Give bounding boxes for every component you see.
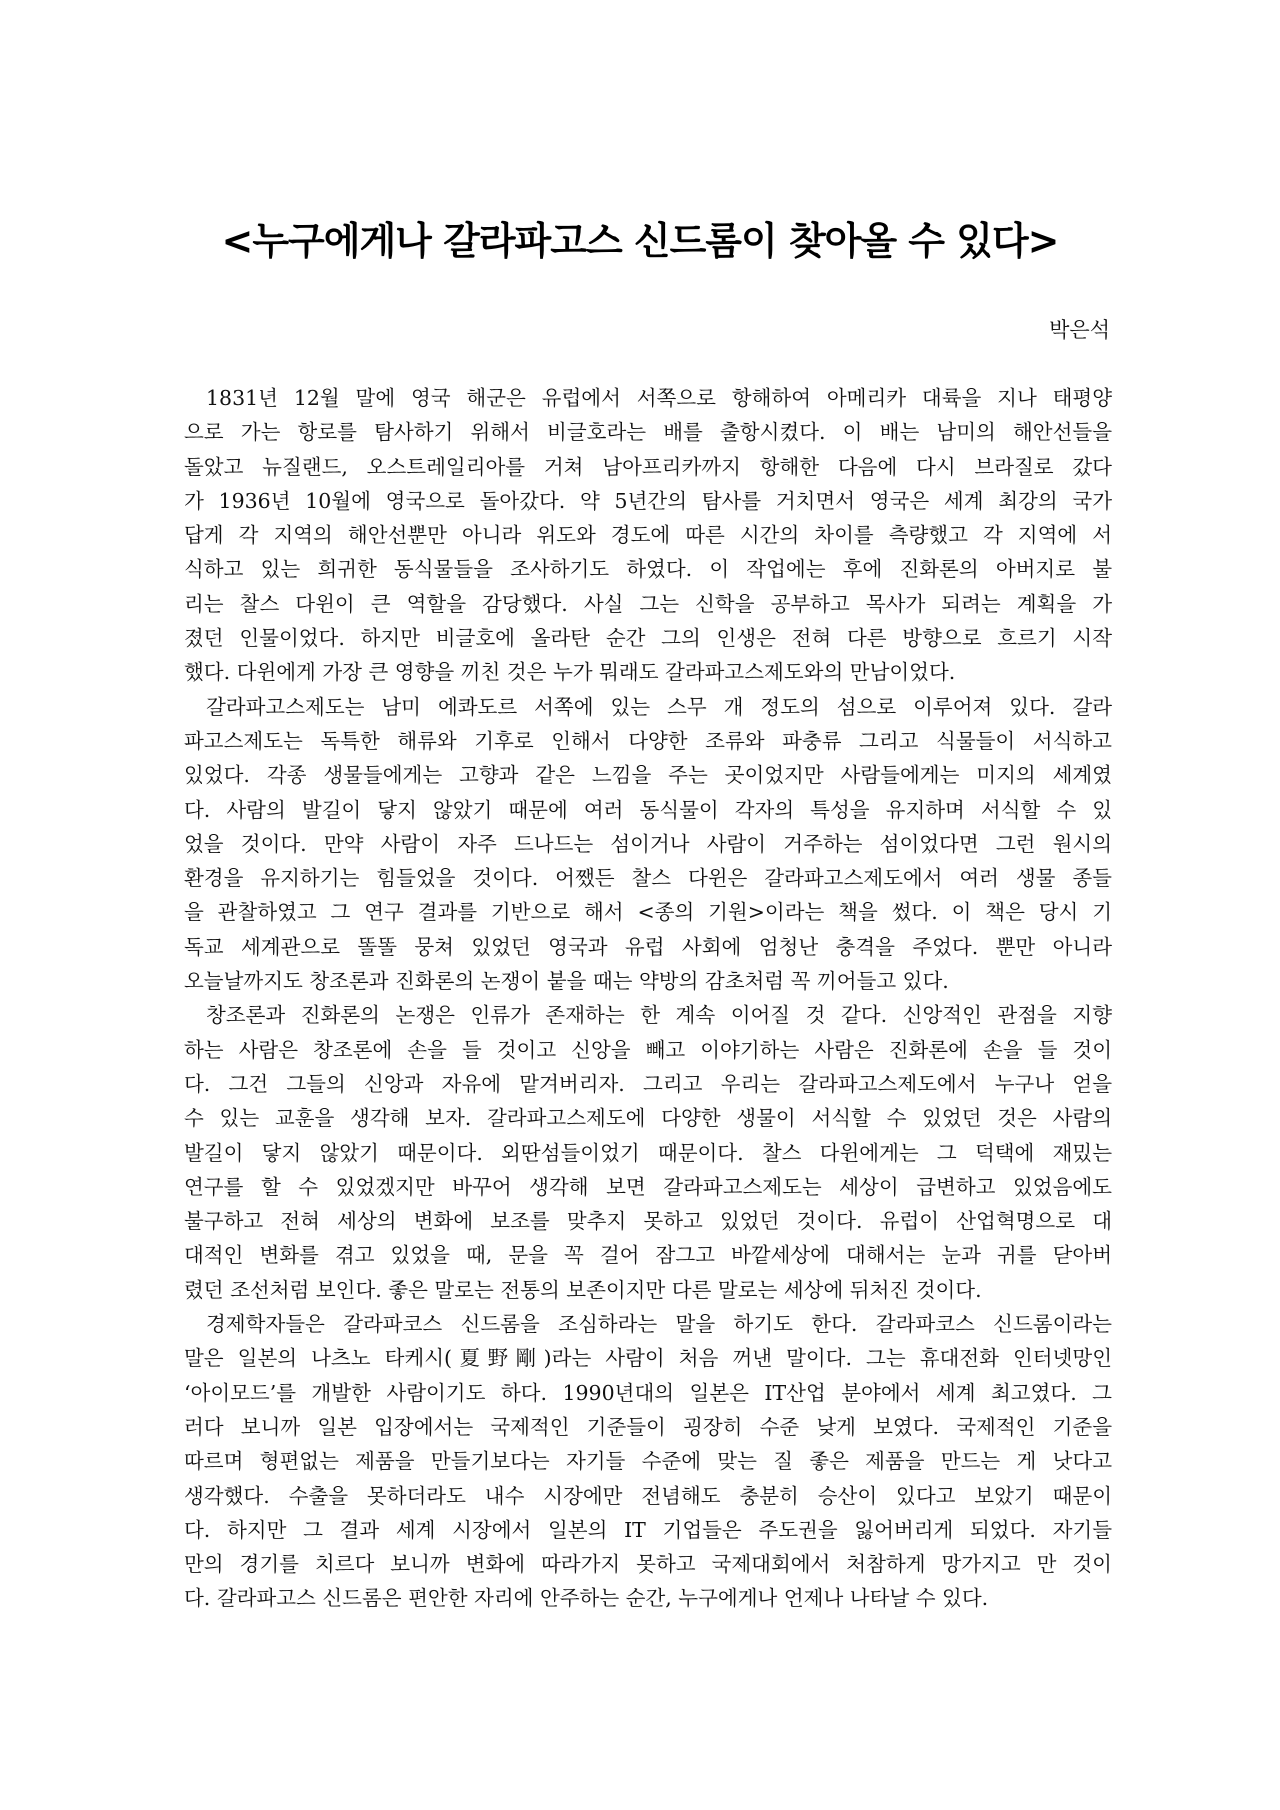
text-line: 생각했다. 수출을 못하더라도 내수 시장에만 전념해도 충분히 승산이 있다고 보았기 때문이 [184, 1483, 1112, 1508]
text-line: 1831년 12월 말에 영국 해군은 유럽에서 서쪽으로 항해하여 아메리카 대륙을 지나 태평양 [206, 386, 1112, 410]
text-line: 가 1936년 10월에 영국으로 돌아갔다. 약 5년간의 탐사를 거치면서 영국은 세계 최강의 국가 [184, 488, 1112, 513]
text-line: 식하고 있는 희귀한 동식물들을 조사하기도 하였다. 이 작업에는 후에 진화론의 아버지로 불 [184, 557, 1112, 582]
text-line: 오늘날까지도 창조론과 진화론의 논쟁이 붙을 때는 약방의 감초처럼 꼭 끼어들고 있다. [184, 969, 949, 994]
text-line: 파고스제도는 독특한 해류와 기후로 인해서 다양한 조류와 파충류 그리고 식물들이 서식하고 [184, 728, 1112, 753]
paragraph [184, 1307, 1112, 1616]
author-name: 박은석 [1049, 318, 1110, 342]
text-line: 다. 하지만 그 결과 세계 시장에서 일본의 IT 기업들은 주도권을 잃어버리게 되었다. 자기들 [184, 1517, 1112, 1542]
text-line: 을 관찰하였고 그 연구 결과를 기반으로 해서 <종의 기원>이라는 책을 썼다. 이 책은 당시 기 [184, 900, 1112, 925]
text-line: 따르며 형편없는 제품을 만들기보다는 자기들 수준에 맞는 질 좋은 제품을 만드는 게 낫다고 [184, 1449, 1112, 1474]
paragraph [184, 998, 1112, 1307]
text-line: 러다 보니까 일본 입장에서는 국제적인 기준들이 굉장히 수준 낮게 보였다. 국제적인 기준을 [184, 1414, 1112, 1439]
paragraph [184, 690, 1112, 999]
text-line: 었을 것이다. 만약 사람이 자주 드나드는 섬이거나 사람이 거주하는 섬이었다면 그런 원시의 [184, 831, 1112, 856]
text-line: 연구를 할 수 있었겠지만 바꾸어 생각해 보면 갈라파고스제도는 세상이 급변하고 있었음에도 [184, 1174, 1112, 1199]
text-line: 말은 일본의 나츠노 타케시(夏野剛)라는 사람이 처음 꺼낸 말이다. 그는 휴대전화 인터넷망인 [184, 1346, 1112, 1371]
text-line: 발길이 닿지 않았기 때문이다. 외딴섬들이었기 때문이다. 찰스 다윈에게는 그 덕택에 재밌는 [184, 1140, 1112, 1165]
text-line: 경제학자들은 갈라파코스 신드롬을 조심하라는 말을 하기도 한다. 갈라파코스 신드롬이라는 [206, 1312, 1112, 1337]
text-line: 했다. 다윈에게 가장 큰 영향을 끼친 것은 누가 뭐래도 갈라파고스제도와의 만남이었다. [184, 660, 956, 685]
text-line: 돌았고 뉴질랜드, 오스트레일리아를 거쳐 남아프리카까지 항해한 다음에 다시 브라질로 갔다 [184, 454, 1112, 479]
text-line: 으로 가는 항로를 탐사하기 위해서 비글호라는 배를 출항시켰다. 이 배는 남미의 해안선들을 [184, 420, 1112, 445]
text-line: 졌던 인물이었다. 하지만 비글호에 올라탄 순간 그의 인생은 전혀 다른 방향으로 흐르기 시작 [184, 626, 1112, 651]
text-line: 불구하고 전혀 세상의 변화에 보조를 맞추지 못하고 있었던 것이다. 유럽이 산업혁명으로 대 [184, 1209, 1112, 1234]
text-line: 렸던 조선처럼 보인다. 좋은 말로는 전통의 보존이지만 다른 말로는 세상에 뒤처진 것이다. [184, 1277, 982, 1302]
text-line: 환경을 유지하기는 힘들었을 것이다. 어쨌든 찰스 다윈은 갈라파고스제도에서 여러 생물 종들 [184, 866, 1112, 891]
text-line: 하는 사람은 창조론에 손을 들 것이고 신앙을 빼고 이야기하는 사람은 진화론에 손을 들 것이 [184, 1037, 1112, 1062]
text-line: 수 있는 교훈을 생각해 보자. 갈라파고스제도에 다양한 생물이 서식할 수 있었던 것은 사람의 [184, 1106, 1112, 1131]
text-line: ‘아이모드’를 개발한 사람이기도 하다. 1990년대의 일본은 IT산업 분야에서 세계 최고였다. 그 [184, 1380, 1112, 1405]
text-line: 다. 사람의 발길이 닿지 않았기 때문에 여러 동식물이 각자의 특성을 유지하며 서식할 수 있 [184, 797, 1112, 822]
text-line: 갈라파고스제도는 남미 에콰도르 서쪽에 있는 스무 개 정도의 섬으로 이루어져 있다. 갈라 [206, 694, 1112, 719]
paragraph [184, 381, 1112, 690]
document-title: <누구에게나 갈라파고스 신드롬이 찾아올 수 있다> [221, 219, 1059, 263]
text-line: 있었다. 각종 생물들에게는 고향과 같은 느낌을 주는 곳이었지만 사람들에게는 미지의 세계였 [184, 763, 1112, 788]
text-line: 만의 경기를 치르다 보니까 변화에 따라가지 못하고 국제대회에서 처참하게 망가지고 만 것이 [184, 1552, 1112, 1577]
text-line: 답게 각 지역의 해안선뿐만 아니라 위도와 경도에 따른 시간의 차이를 측량했고 각 지역에 서 [184, 523, 1112, 548]
text-line: 대적인 변화를 겪고 있었을 때, 문을 꼭 걸어 잠그고 바깥세상에 대해서는 눈과 귀를 닫아버 [184, 1243, 1112, 1268]
text-line: 리는 찰스 다윈이 큰 역할을 감당했다. 사실 그는 신학을 공부하고 목사가 되려는 계획을 가 [184, 591, 1112, 616]
text-line: 다. 그건 그들의 신앙과 자유에 맡겨버리자. 그리고 우리는 갈라파고스제도에서 누구나 얻을 [184, 1071, 1112, 1096]
text-line: 독교 세계관으로 똘똘 뭉쳐 있었던 영국과 유럽 사회에 엄청난 충격을 주었다. 뿐만 아니라 [184, 934, 1112, 959]
document-body [184, 381, 1112, 1616]
text-line: 다. 갈라파고스 신드롬은 편안한 자리에 안주하는 순간, 누구에게나 언제나 나타날 수 있다. [184, 1586, 989, 1611]
text-line: 창조론과 진화론의 논쟁은 인류가 존재하는 한 계속 이어질 것 같다. 신앙적인 관점을 지향 [206, 1003, 1112, 1028]
